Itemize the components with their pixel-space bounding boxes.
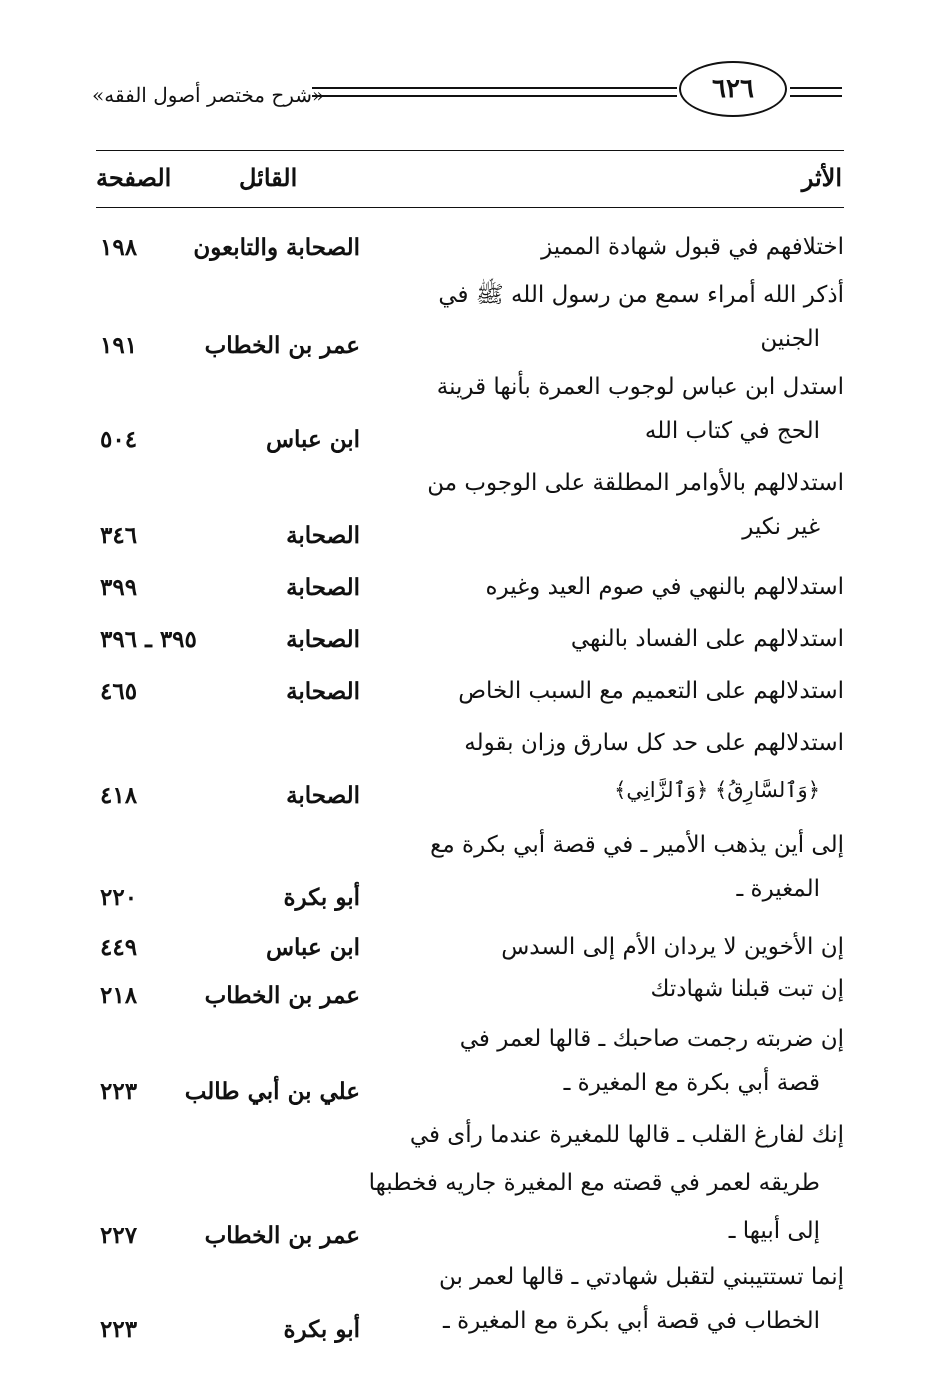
page-ref: ٤١٨ bbox=[100, 782, 138, 809]
qail-name: الصحابة والتابعون bbox=[193, 234, 360, 261]
qail-name: أبو بكرة bbox=[283, 884, 360, 911]
page-ref: ٣٩٩ bbox=[100, 574, 138, 601]
qail-name: عمر بن الخطاب bbox=[204, 1222, 360, 1249]
athar-text-continued: طريقه لعمر في قصته مع المغيرة جاريه فخطبها bbox=[368, 1170, 820, 1196]
athar-text: إنما تستتيبني لتقبل شهادتي ـ قالها لعمر بن bbox=[438, 1264, 844, 1290]
page-ref: ٢١٨ bbox=[100, 982, 138, 1009]
athar-text: إن ضربته رجمت صاحبك ـ قالها لعمر في bbox=[459, 1026, 844, 1052]
page-ref: ٢٢٣ bbox=[100, 1316, 138, 1343]
athar-text: استدل ابن عباس لوجوب العمرة بأنها قرينة bbox=[436, 374, 844, 400]
athar-text-continued: الحج في كتاب الله bbox=[644, 418, 820, 444]
page-ref: ٢٢٧ bbox=[100, 1222, 138, 1249]
running-title: «شرح مختصر أصول الفقه» bbox=[92, 83, 325, 107]
qail-name: الصحابة bbox=[286, 522, 360, 549]
header-rule-right-bottom bbox=[790, 95, 842, 97]
athar-text: استدلالهم على التعميم مع السبب الخاص bbox=[458, 678, 844, 704]
athar-text: إلى أين يذهب الأمير ـ في قصة أبي بكرة مع bbox=[430, 832, 844, 858]
header-rule-bottom bbox=[312, 95, 677, 97]
athar-text: استدلالهم على الفساد بالنهي bbox=[570, 626, 844, 652]
athar-text-continued: قصة أبي بكرة مع المغيرة ـ bbox=[563, 1070, 820, 1096]
athar-text: إن الأخوين لا يردان الأم إلى السدس bbox=[501, 934, 844, 960]
quran-citation: ﴿وَٱلسَّارِقُ﴾ ﴿وَٱلزَّانِي﴾ bbox=[614, 778, 820, 802]
qail-name: ابن عباس bbox=[265, 934, 360, 961]
qail-name: الصحابة bbox=[286, 574, 360, 601]
qail-name: أبو بكرة bbox=[283, 1316, 360, 1343]
athar-text-continued: إلى أبيها ـ bbox=[728, 1218, 820, 1244]
page-ref: ١٩٨ bbox=[100, 234, 138, 261]
athar-text-continued: الجنين bbox=[760, 326, 820, 352]
header-rule-top bbox=[312, 87, 677, 89]
page-ref: ١٩١ bbox=[100, 332, 138, 359]
qail-name: عمر بن الخطاب bbox=[204, 332, 360, 359]
athar-text-continued: الخطاب في قصة أبي بكرة مع المغيرة ـ bbox=[443, 1308, 820, 1334]
athar-text: اختلافهم في قبول شهادة المميز bbox=[541, 234, 844, 260]
qail-name: الصحابة bbox=[286, 678, 360, 705]
page-ref: ٢٢٠ bbox=[100, 884, 138, 911]
qail-name: الصحابة bbox=[286, 626, 360, 653]
column-header-page: الصفحة bbox=[96, 163, 172, 192]
athar-text-continued: المغيرة ـ bbox=[736, 876, 820, 902]
page-ref: ٤٦٥ bbox=[100, 678, 138, 705]
athar-text: استدلالهم بالأوامر المطلقة على الوجوب من bbox=[427, 470, 844, 496]
page-header bbox=[0, 55, 948, 135]
page-ref: ٢٢٣ bbox=[100, 1078, 138, 1105]
page-number: ٦٢٦ bbox=[679, 61, 787, 117]
qail-name: ابن عباس bbox=[265, 426, 360, 453]
athar-text: استدلالهم على حد كل سارق وزان بقوله bbox=[464, 730, 844, 756]
header-rule-right-top bbox=[790, 87, 842, 89]
page-ref: ٤٤٩ bbox=[100, 934, 138, 961]
qail-name: علي بن أبي طالب bbox=[184, 1078, 360, 1105]
athar-text: استدلالهم بالنهي في صوم العيد وغيره bbox=[485, 574, 844, 600]
page-ref: ٥٠٤ bbox=[100, 426, 138, 453]
qail-name: الصحابة bbox=[286, 782, 360, 809]
qail-name: عمر بن الخطاب bbox=[204, 982, 360, 1009]
athar-text: أذكر الله أمراء سمع من رسول الله ﷺ في bbox=[438, 282, 844, 308]
athar-text: إنك لفارغ القلب ـ قالها للمغيرة عندما رأى في bbox=[409, 1122, 844, 1148]
page-ref: ٣٩٥ ـ ٣٩٦ bbox=[100, 626, 197, 653]
page-ref: ٣٤٦ bbox=[100, 522, 138, 549]
athar-text: إن تبت قبلنا شهادتك bbox=[650, 976, 844, 1002]
column-header-qail: القائل bbox=[239, 163, 298, 192]
athar-text-continued: غير نكير bbox=[742, 514, 820, 540]
table-header bbox=[96, 150, 844, 208]
column-header-athar: الأثر bbox=[801, 163, 842, 192]
